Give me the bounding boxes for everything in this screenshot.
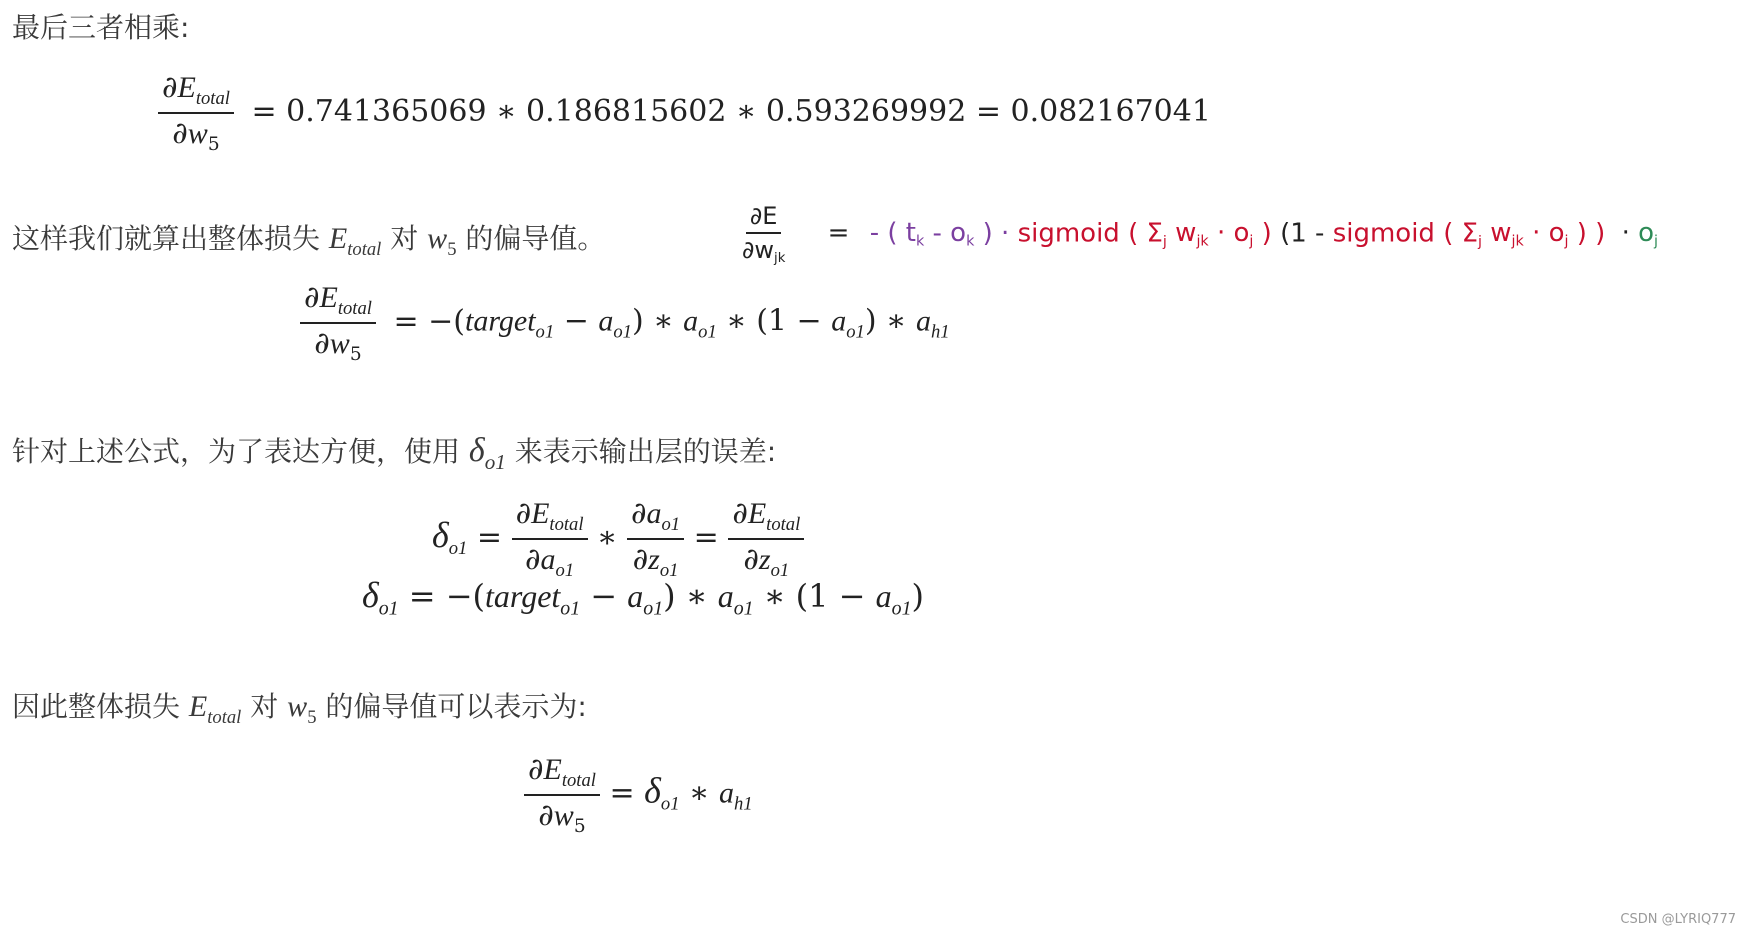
equation-product (158, 70, 1211, 155)
paragraph-line-2: 这样我们就算出整体损失 $E_{total}$ 对 $w_5$ 的偏导值。 (12, 222, 606, 261)
paragraph-line-3: 针对上述公式，为了表达方便，使用 $\delta_{o1}$ 来表示输出层的误差: (12, 432, 777, 474)
equation-final: $\frac{\partial E_{total}}{\partial w_5}$ = $\delta_{o1}$ ∗ $a_{h1}$ (524, 752, 753, 837)
equation-delta-expanded: $\delta_{o1}$ = −(target$_{o1}$ − $a_{o1}$) ∗ $a_{o1}$ ∗ $(1 - a_{o1})$ (362, 575, 924, 620)
handwritten-formula: $\frac{\partial E}{\text{∂wjk}}$ = - ( tk - ok ) · sigmoid ( Σj wjk · oj ) (1 - sigmoid ( Σj wjk · oj ) ) · oj (742, 202, 1659, 266)
heading-text-1: 最后三者相乘: (12, 11, 190, 44)
equation-delta-definition: $\delta_{o1}$ = $\frac{\partial E_{total}}{\partial a_{o1}}$ ∗ $\frac{\partial a_{o1}}{\partial z_{o1}}$ = $\frac{\partial E_{total}}{\partial z_{o1}}$ (432, 496, 804, 582)
product-values: = 0.741365069 ∗ 0.186815602 ∗ 0.593269992 = 0.082167041 (251, 93, 1211, 129)
equation-derivative-expanded: $\frac{\partial E_{total}}{\partial w_5}$ = −(target$_{o1}$ − $a_{o1}$) ∗ $a_{o1}$ ∗ $(1 - a_{o1})$ ∗ $a_{h1}$ (300, 280, 950, 365)
fraction-dE-dw5: $\frac{\partial E_{total}}{\partial w_5}$ (158, 70, 234, 155)
paragraph-line-4: 因此整体损失 $E_{total}$ 对 $w_5$ 的偏导值可以表示为: (12, 690, 587, 729)
watermark: CSDN @LYRIQ777 (1620, 912, 1736, 927)
